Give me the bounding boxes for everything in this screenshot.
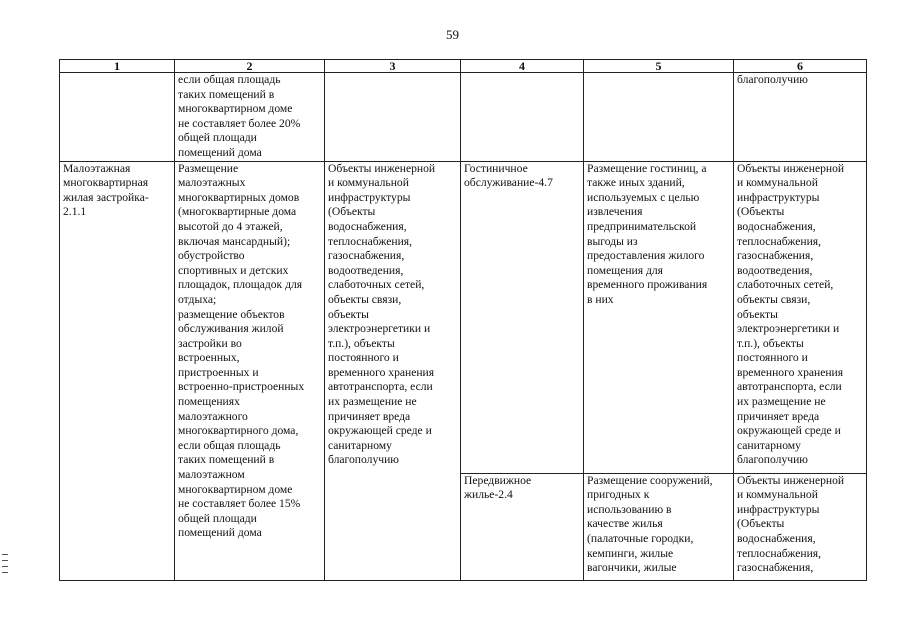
table-cell: Передвижное жилье-2.4 xyxy=(461,473,584,580)
column-header-4: 4 xyxy=(461,60,584,73)
table-cell: Размещение гостиниц, а также иных зданий, используемых с целью извлечения предпринимательской выгоды из предоставления жилого помещения для временного проживания в них xyxy=(584,161,734,473)
table-cell xyxy=(461,73,584,162)
table-cell: Объекты инженерной и коммунальной инфраструктуры (Объекты водоснабжения, теплоснабжения, газоснабжения, водоотведения, слаботочных сетей, объекты связи, объекты электроэнергетики и т.п.), объекты постоянного и временного хранения автотранспорта, если их размещение не причиняет вреда окружающей среде и санитарному благополучию xyxy=(325,161,461,580)
land-use-table xyxy=(59,59,867,581)
table-cell: Размещение сооружений, пригодных к использованию в качестве жилья (палаточные городки, кемпинги, жилые вагончики, жилые xyxy=(584,473,734,580)
edge-mark xyxy=(2,566,8,567)
table-cell: Размещение малоэтажных многоквартирных домов (многоквартирные дома высотой до 4 этажей, включая мансардный); обустройство спортивных и детских площадок, площадок для отдыха; размещение объектов обслуживания жилой застройки во встроенных, пристроенных и встроенно-пристроенных помещениях малоэтажного многоквартирного дома, если общая площадь таких помещений в малоэтажном многоквартирном доме не составляет более 15% общей площади помещений дома xyxy=(175,161,325,580)
edge-mark xyxy=(2,572,8,573)
table-row xyxy=(60,73,867,162)
page-number: 59 xyxy=(446,27,459,42)
edge-mark xyxy=(2,554,8,555)
table-cell xyxy=(584,73,734,162)
table-header-row xyxy=(60,60,867,73)
table-cell: Объекты инженерной и коммунальной инфраструктуры (Объекты водоснабжения, теплоснабжения, газоснабжения, xyxy=(734,473,867,580)
scan-edge-marks xyxy=(2,554,8,578)
table-cell xyxy=(325,73,461,162)
table-cell xyxy=(60,73,175,162)
table-cell: благополучию xyxy=(734,73,867,162)
table-cell: Гостиничное обслуживание-4.7 xyxy=(461,161,584,473)
table-row xyxy=(60,161,867,473)
column-header-3: 3 xyxy=(325,60,461,73)
edge-mark xyxy=(2,560,8,561)
table-cell: Объекты инженерной и коммунальной инфраструктуры (Объекты водоснабжения, теплоснабжения, газоснабжения, водоотведения, слаботочных сетей, объекты связи, объекты электроэнергетики и т.п.), объекты постоянного и временного хранения автотранспорта, если их размещение не причиняет вреда окружающей среде и санитарному благополучию xyxy=(734,161,867,473)
column-header-6: 6 xyxy=(734,60,867,73)
column-header-1: 1 xyxy=(60,60,175,73)
table-cell: Малоэтажная многоквартирная жилая застройка- 2.1.1 xyxy=(60,161,175,580)
table-cell: если общая площадь таких помещений в многоквартирном доме не составляет более 20% общей площади помещений дома xyxy=(175,73,325,162)
column-header-2: 2 xyxy=(175,60,325,73)
column-header-5: 5 xyxy=(584,60,734,73)
